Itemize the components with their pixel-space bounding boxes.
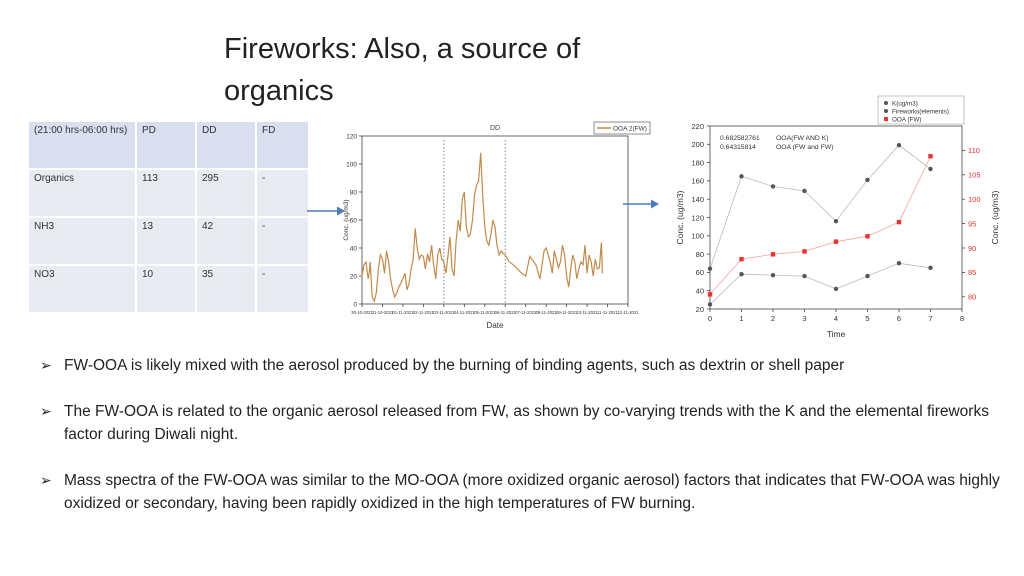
table-row <box>28 169 309 217</box>
legend-label: Fireworks(elements) <box>892 108 950 116</box>
x-tick-label: 05-11-2021 <box>474 310 496 315</box>
y-tick-label: 100 <box>691 231 704 241</box>
x-tick-label: 07-11-2021 <box>515 310 537 315</box>
slide-title: Fireworks: Also, a source of organics <box>224 33 581 107</box>
y-tick-label: 40 <box>349 245 357 253</box>
y-right-tick-label: 80 <box>968 292 977 302</box>
k-point <box>834 219 838 223</box>
table-row <box>28 217 309 265</box>
k-point <box>771 184 775 188</box>
bullet-item <box>40 400 1000 446</box>
table-cell: NO3 <box>28 265 136 313</box>
table-row <box>28 265 309 313</box>
k-point <box>928 167 932 171</box>
fireworks-point <box>928 266 932 270</box>
y-tick-label: 20 <box>349 273 357 281</box>
bullet-list <box>40 354 1000 538</box>
y-tick-label: 60 <box>349 217 357 225</box>
y-tick-label: 180 <box>691 158 704 168</box>
x-tick-label: 06-11-2021 <box>494 310 516 315</box>
table-header-cell: PD <box>136 121 196 169</box>
y-tick-label: 200 <box>691 140 704 150</box>
x-tick-label: 3 <box>802 314 807 323</box>
ooa-fw-point <box>865 234 869 238</box>
chart-title: DD <box>489 125 501 132</box>
y-tick-label: 0 <box>353 301 357 309</box>
y-right-tick-label: 95 <box>968 219 977 229</box>
x-tick-label: 30-10-2021 <box>351 310 373 315</box>
plot-frame <box>362 136 628 304</box>
x-tick-label: 0 <box>707 314 713 323</box>
annotation-label: OOA(FW AND K) <box>776 135 829 142</box>
annotation-value: 0.64315814 <box>720 144 756 151</box>
ooa-timeseries-chart <box>340 118 658 332</box>
table-header-row <box>28 121 309 169</box>
ooa-fw-point <box>708 292 712 296</box>
plot-frame <box>710 126 962 309</box>
annotation-value: 0.682582761 <box>720 135 760 142</box>
table-cell: - <box>256 169 309 217</box>
x-tick-label: 1 <box>739 314 744 323</box>
fireworks-point <box>771 273 775 277</box>
k-point <box>897 143 901 147</box>
table-cell: - <box>256 217 309 265</box>
bullet-text: Mass spectra of the FW-OOA was similar to the MO-OOA (more oxidized organic aerosol) factors that indicates that FW-OOA was highly oxidized or secondary, having been rapidly oxidized in the high temperatures of FW burning. <box>64 472 1000 512</box>
y-tick-label: 20 <box>695 304 704 314</box>
y-axis-label: Conc. (ug/m3) <box>343 199 350 241</box>
x-tick-label: 8 <box>959 314 965 323</box>
legend-label: OOA 2(FW) <box>613 125 647 133</box>
y-tick-label: 40 <box>695 286 704 296</box>
bullet-text: The FW-OOA is related to the organic aerosol released from FW, as shown by co-varying trends with the K and the elemental fireworks factor during Diwali night. <box>64 403 989 443</box>
y-right-tick-label: 85 <box>968 268 977 278</box>
y-tick-label: 80 <box>695 249 704 259</box>
y-tick-label: 120 <box>346 133 357 141</box>
x-tick-label: 5 <box>865 314 870 323</box>
x-tick-label: 2 <box>770 314 776 323</box>
y-right-tick-label: 105 <box>968 170 981 180</box>
x-tick-label: 03-11-2021 <box>433 310 455 315</box>
table-cell: - <box>256 265 309 313</box>
legend-swatch <box>884 117 888 121</box>
arrow-bullet-icon: ➢ <box>40 472 52 488</box>
k-point <box>708 267 712 271</box>
x-tick-label: 7 <box>928 314 933 323</box>
x-tick-label: 02-11-2021 <box>412 310 434 315</box>
series-line-ooa2-fw <box>362 153 602 301</box>
x-axis-label: Time <box>826 329 846 339</box>
y-right-tick-label: 110 <box>968 146 980 156</box>
legend-swatch <box>884 101 888 105</box>
y-tick-label: 100 <box>346 161 357 169</box>
x-tick-label: 12-11-2021 <box>617 310 639 315</box>
x-tick-label: 01-11-2021 <box>392 310 414 315</box>
legend-label: K(ug/m3) <box>892 100 918 108</box>
x-tick-label: 04-11-2021 <box>453 310 475 315</box>
table-cell: 42 <box>196 217 256 265</box>
y-tick-label: 80 <box>349 189 357 197</box>
x-axis-label: Date <box>486 321 504 330</box>
table-header-cell: (21:00 hrs-06:00 hrs) <box>28 121 136 169</box>
ooa-fw-point <box>771 252 775 256</box>
fireworks-point <box>708 302 712 306</box>
table-header-cell: FD <box>256 121 309 169</box>
legend-label: OOA (FW) <box>892 116 922 124</box>
table-cell: 13 <box>136 217 196 265</box>
fireworks-point <box>897 261 901 265</box>
series-line <box>710 145 931 269</box>
series-line <box>710 263 931 304</box>
x-tick-label: 4 <box>833 314 839 323</box>
ooa-fw-point <box>802 249 806 253</box>
arrow-bullet-icon: ➢ <box>40 403 52 419</box>
legend-swatch <box>884 109 888 113</box>
x-tick-label: 08-11-2021 <box>535 310 557 315</box>
fireworks-point <box>865 274 869 278</box>
table-cell: 295 <box>196 169 256 217</box>
y-tick-label: 160 <box>691 176 704 186</box>
summary-table <box>27 120 310 314</box>
y-tick-label: 140 <box>691 195 704 204</box>
bullet-text: FW-OOA is likely mixed with the aerosol produced by the burning of binding agents, such as dextrin or shell paper <box>64 357 845 374</box>
table-cell: Organics <box>28 169 136 217</box>
table-header-cell: DD <box>196 121 256 169</box>
arrow-right-icon <box>622 197 660 211</box>
table-cell: 113 <box>136 169 196 217</box>
fireworks-point <box>739 272 743 276</box>
table-cell: NH3 <box>28 217 136 265</box>
y-tick-label: 120 <box>691 213 704 223</box>
fireworks-point <box>834 287 838 291</box>
y-right-tick-label: 100 <box>968 195 981 204</box>
k-point <box>739 174 743 178</box>
fw-correlation-chart <box>668 94 1012 342</box>
ooa-fw-point <box>834 239 838 243</box>
bullet-item <box>40 469 1000 515</box>
x-tick-label: 11-11-2021 <box>597 310 618 315</box>
fireworks-point <box>802 274 806 278</box>
x-tick-label: 6 <box>896 314 902 323</box>
y-right-axis-label: Conc. (ug/m3) <box>990 190 1000 245</box>
ooa-fw-point <box>897 220 901 224</box>
y-right-tick-label: 90 <box>968 243 977 253</box>
k-point <box>802 189 806 193</box>
bullet-item <box>40 354 1000 377</box>
ooa-fw-point <box>739 257 743 261</box>
x-tick-label: 09-11-2021 <box>556 310 578 315</box>
y-axis-label: Conc. (ug/m3) <box>675 190 685 245</box>
k-point <box>865 178 869 182</box>
table-cell: 10 <box>136 265 196 313</box>
arrow-bullet-icon: ➢ <box>40 357 52 373</box>
y-tick-label: 220 <box>691 121 704 131</box>
y-tick-label: 60 <box>695 268 704 278</box>
table-cell: 35 <box>196 265 256 313</box>
x-tick-label: 31-10-2021 <box>371 310 394 315</box>
ooa-fw-point <box>928 154 932 158</box>
annotation-label: OOA (FW and FW) <box>776 144 834 151</box>
x-tick-label: 10-11-2021 <box>576 310 598 315</box>
